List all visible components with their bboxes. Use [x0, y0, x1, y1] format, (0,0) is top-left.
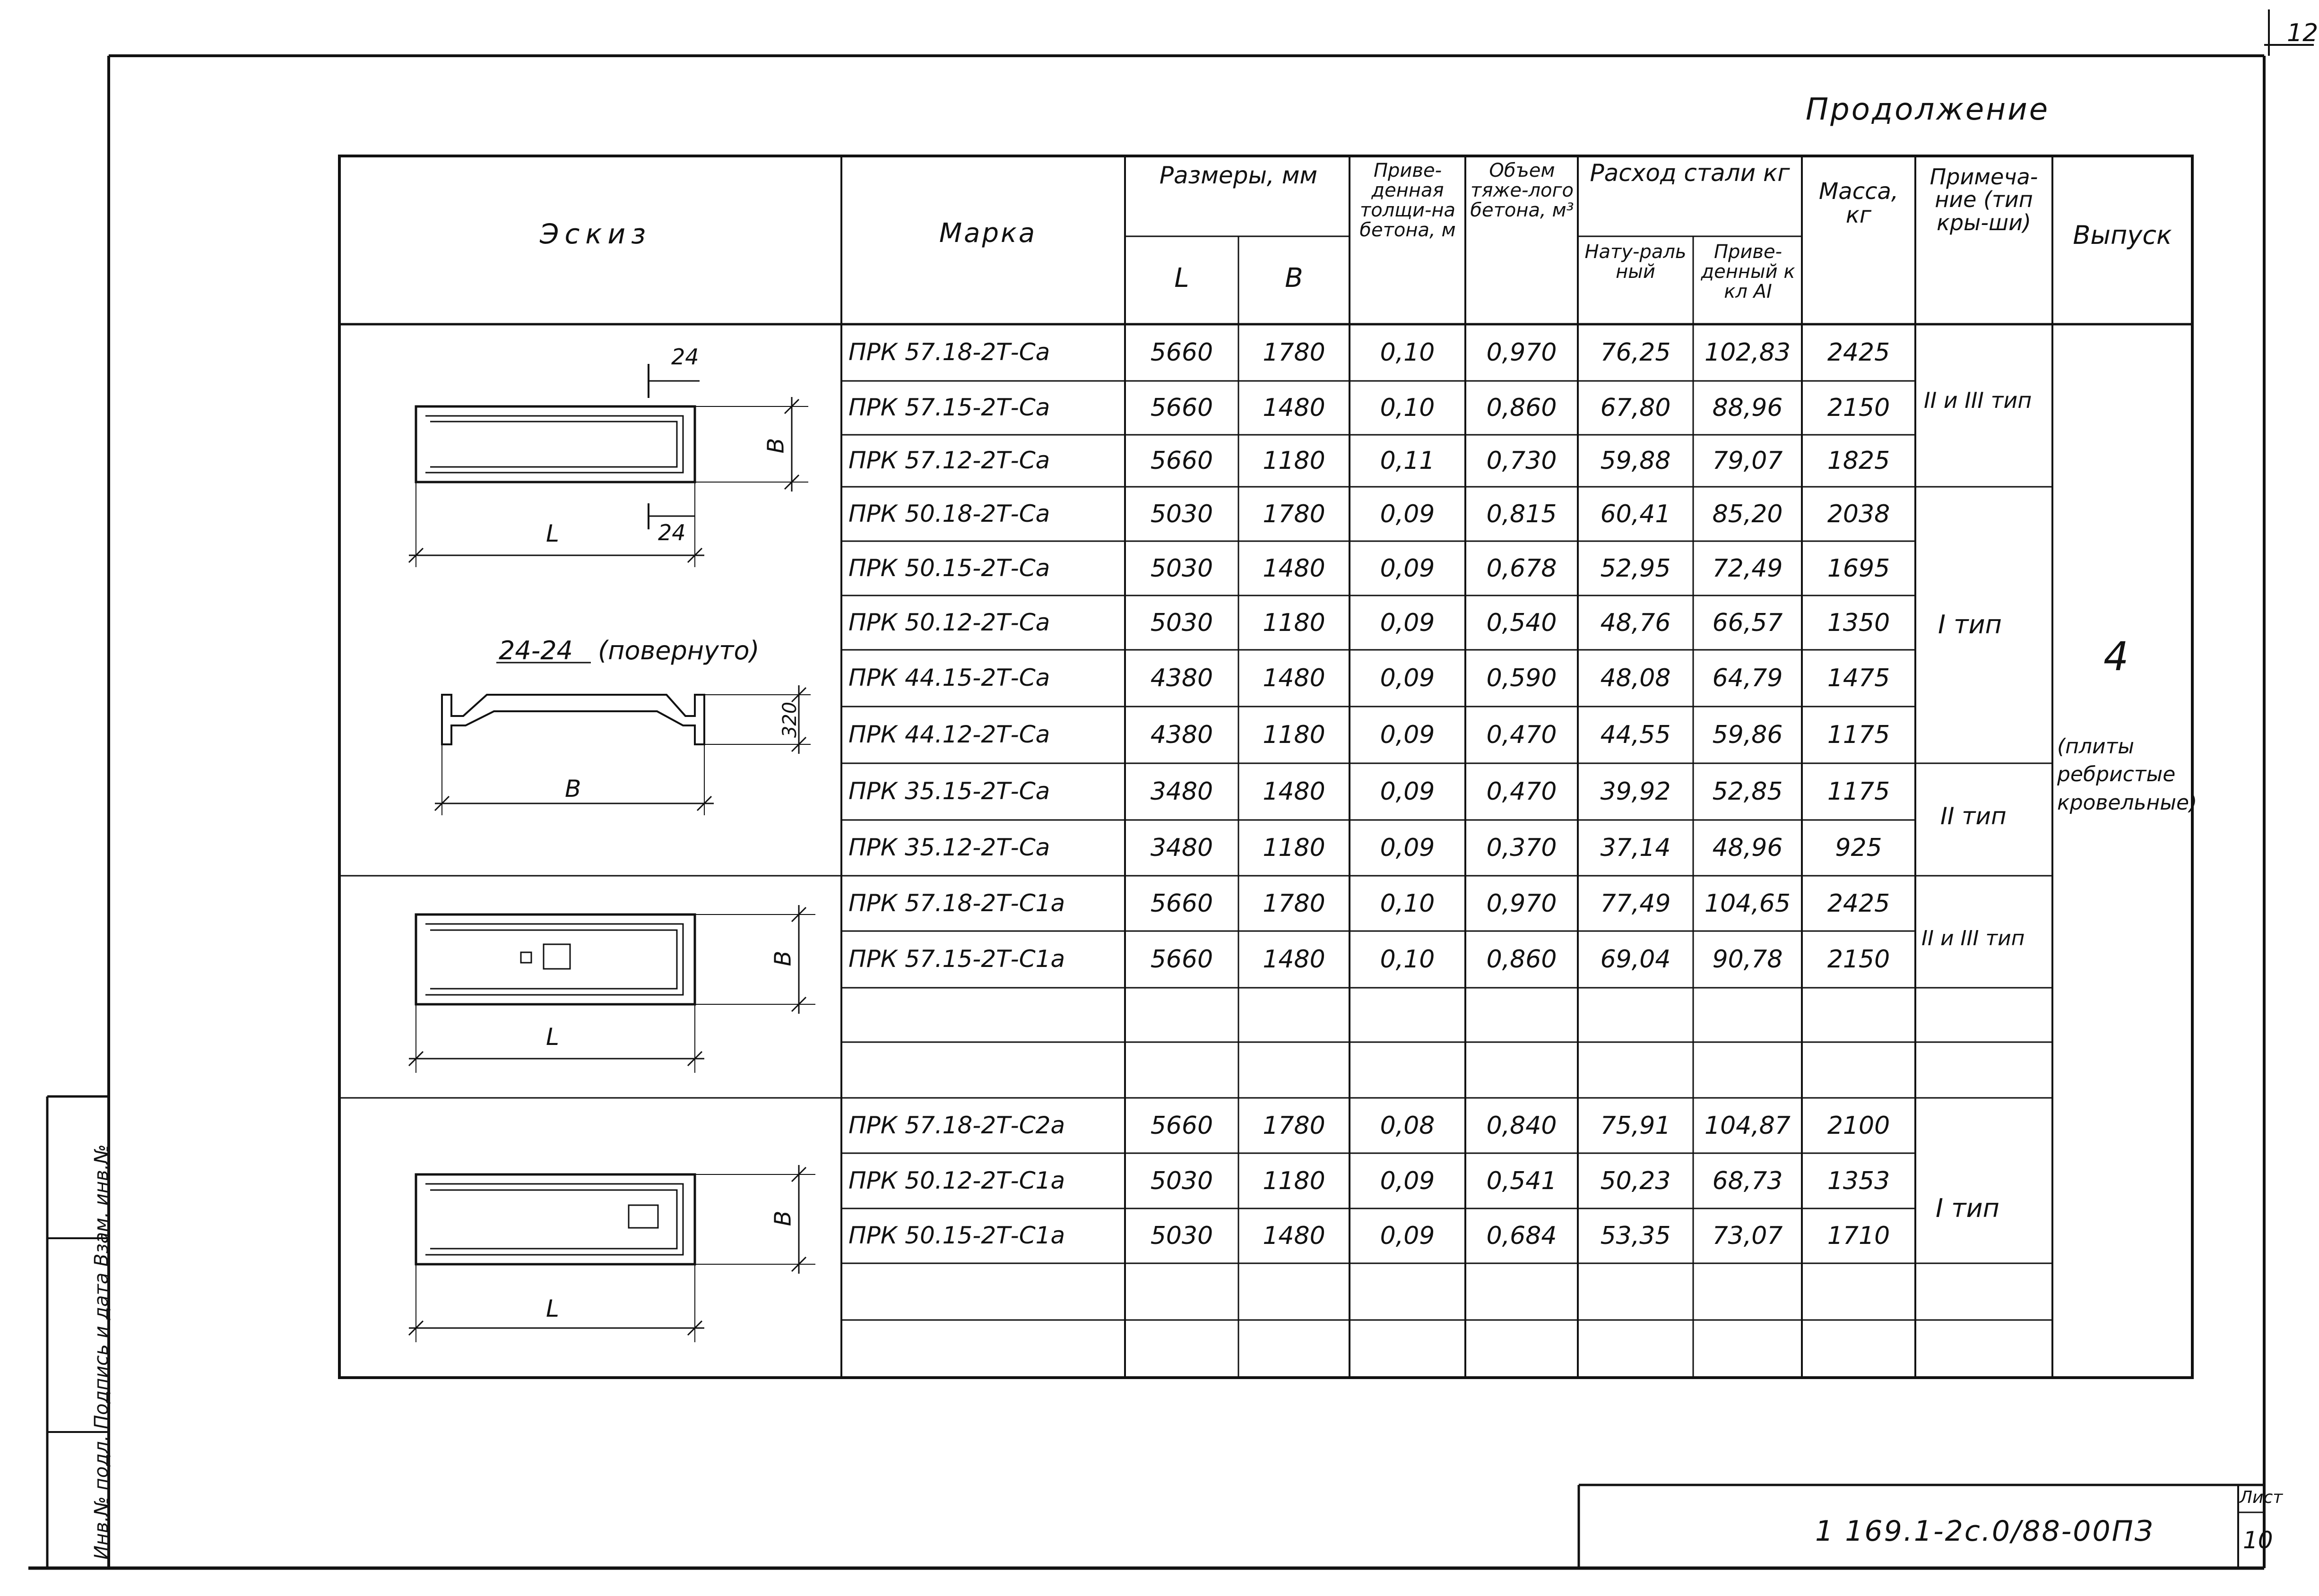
dim-label-b-1: B — [762, 438, 789, 454]
cell-B: 1180 — [1263, 447, 1325, 475]
note-type-1-b: I тип — [1936, 1193, 1999, 1223]
cell-m: 1353 — [1827, 1166, 1890, 1195]
cell-B: 1480 — [1263, 777, 1325, 806]
cell-sr: 72,49 — [1712, 554, 1783, 583]
header-note: Примеча-ние (тип кры-ши) — [1930, 164, 2038, 235]
cell-B: 1480 — [1263, 664, 1325, 692]
cell-sr: 48,96 — [1712, 834, 1783, 862]
cell-t: 0,09 — [1380, 834, 1435, 862]
cell-mark: ПРК 35.15-2Т-Са — [848, 777, 1050, 805]
cell-v: 0,540 — [1486, 608, 1557, 637]
cell-v: 0,684 — [1486, 1222, 1557, 1250]
cell-v: 0,840 — [1486, 1111, 1557, 1140]
header-dimensions: Размеры, мм — [1159, 162, 1318, 189]
cell-t: 0,09 — [1380, 777, 1435, 806]
cell-sn: 59,88 — [1600, 447, 1671, 475]
cell-v: 0,370 — [1486, 834, 1557, 862]
issue-description: (плиты ребристые кровельные) — [2057, 734, 2198, 815]
dim-label-l-1: L — [546, 520, 559, 547]
dim-label-b-section: B — [565, 775, 581, 802]
cell-sr: 73,07 — [1712, 1222, 1783, 1250]
cell-v: 0,970 — [1486, 889, 1557, 918]
section-label: 24-24 — [499, 636, 573, 665]
cell-mark: ПРК 44.15-2Т-Са — [848, 664, 1050, 691]
sketch-section — [435, 663, 811, 815]
cell-B: 1180 — [1263, 721, 1325, 749]
sheet-label: Лист — [2240, 1488, 2283, 1507]
cell-sn: 52,95 — [1600, 554, 1671, 583]
cell-m: 1695 — [1827, 554, 1890, 583]
cell-t: 0,09 — [1380, 500, 1435, 528]
cell-sn: 60,41 — [1600, 500, 1671, 528]
cell-sr: 88,96 — [1712, 394, 1783, 422]
note-type-2-3-b: II и III тип — [1921, 926, 2025, 950]
cell-sn: 67,80 — [1600, 394, 1671, 422]
cell-sr: 90,78 — [1712, 945, 1783, 974]
cell-B: 1480 — [1263, 945, 1325, 974]
cell-B: 1780 — [1263, 338, 1325, 367]
cell-mark: ПРК 50.15-2Т-С1а — [848, 1222, 1065, 1249]
cell-sr: 104,65 — [1705, 889, 1791, 918]
cell-L: 3480 — [1150, 777, 1213, 806]
cell-t: 0,10 — [1380, 889, 1435, 918]
cell-t: 0,09 — [1380, 664, 1435, 692]
cell-mark: ПРК 44.12-2Т-Са — [848, 721, 1050, 748]
binding-strip-text: Инв.№ подл. Подпись и дата Взам. инв.№ — [91, 1144, 112, 1560]
cell-sn: 37,14 — [1600, 834, 1671, 862]
cell-L: 5030 — [1150, 1166, 1213, 1195]
cell-m: 2425 — [1827, 889, 1890, 918]
cell-B: 1180 — [1263, 834, 1325, 862]
cell-m: 1175 — [1827, 721, 1890, 749]
cell-m: 925 — [1835, 834, 1882, 862]
cell-m: 2100 — [1827, 1111, 1890, 1140]
cell-L: 4380 — [1150, 664, 1213, 692]
header-steel: Расход стали кг — [1590, 159, 1790, 187]
cell-v: 0,470 — [1486, 777, 1557, 806]
header-mass: Масса, кг — [1818, 178, 1899, 229]
header-thickness: Приве-денная толщи-на бетона, м — [1359, 160, 1456, 241]
cell-L: 3480 — [1150, 834, 1213, 862]
cell-B: 1780 — [1263, 500, 1325, 528]
cell-m: 1825 — [1827, 447, 1890, 475]
cell-L: 5660 — [1150, 945, 1213, 974]
sheet-number: 10 — [2243, 1527, 2273, 1554]
note-type-1: I тип — [1938, 610, 2002, 639]
cell-m: 1350 — [1827, 608, 1890, 637]
cell-sn: 75,91 — [1600, 1111, 1671, 1140]
issue-number: 4 — [2103, 633, 2129, 680]
note-type-2: II тип — [1940, 802, 2007, 830]
cell-B: 1180 — [1263, 1166, 1325, 1195]
cell-L: 5660 — [1150, 1111, 1213, 1140]
cell-L: 5030 — [1150, 1222, 1213, 1250]
header-steel-reduced: Приве-денный к кл AI — [1701, 241, 1795, 302]
cell-sr: 64,79 — [1712, 664, 1783, 692]
dim-label-24-bottom: 24 — [658, 520, 686, 545]
header-steel-natural: Нату-раль ный — [1584, 241, 1687, 283]
cell-mark: ПРК 57.18-2Т-С2а — [848, 1111, 1065, 1139]
cell-v: 0,678 — [1486, 554, 1557, 583]
cell-sn: 50,23 — [1600, 1166, 1671, 1195]
cell-mark: ПРК 50.12-2Т-Са — [848, 608, 1050, 636]
cell-t: 0,09 — [1380, 721, 1435, 749]
cell-mark: ПРК 57.15-2Т-С1а — [848, 945, 1065, 973]
cell-B: 1780 — [1263, 1111, 1325, 1140]
continuation-label: Продолжение — [1806, 92, 2050, 127]
cell-L: 5030 — [1150, 554, 1213, 583]
header-sketch: Эскиз — [540, 218, 651, 250]
cell-B: 1480 — [1263, 554, 1325, 583]
cell-L: 5030 — [1150, 500, 1213, 528]
cell-sr: 52,85 — [1712, 777, 1783, 806]
cell-m: 2150 — [1827, 945, 1890, 974]
cell-B: 1180 — [1263, 608, 1325, 637]
header-length: L — [1174, 263, 1189, 293]
cell-L: 5030 — [1150, 608, 1213, 637]
sketch-plan-3 — [409, 1165, 815, 1342]
cell-B: 1480 — [1263, 1222, 1325, 1250]
header-concrete-volume: Объем тяже-лого бетона, м³ — [1470, 160, 1574, 221]
cell-t: 0,11 — [1380, 447, 1435, 475]
cell-sn: 69,04 — [1600, 945, 1671, 974]
cell-sr: 59,86 — [1712, 721, 1783, 749]
cell-sn: 77,49 — [1600, 889, 1671, 918]
cell-m: 2150 — [1827, 394, 1890, 422]
dim-label-l-3: L — [546, 1295, 559, 1322]
cell-L: 4380 — [1150, 721, 1213, 749]
cell-sn: 48,08 — [1600, 664, 1671, 692]
header-width: B — [1285, 263, 1303, 293]
page-number: 12 — [2287, 19, 2319, 47]
cell-sr: 66,57 — [1712, 608, 1783, 637]
cell-v: 0,860 — [1486, 945, 1557, 974]
dim-label-l-2: L — [546, 1023, 559, 1051]
cell-m: 1710 — [1827, 1222, 1890, 1250]
document-code: 1 169.1-2с.0/88-00ПЗ — [1815, 1515, 2155, 1548]
cell-L: 5660 — [1150, 447, 1213, 475]
cell-sr: 85,20 — [1712, 500, 1783, 528]
cell-sn: 76,25 — [1600, 338, 1671, 367]
cell-B: 1480 — [1263, 394, 1325, 422]
cell-L: 5660 — [1150, 338, 1213, 367]
cell-sr: 68,73 — [1712, 1166, 1783, 1195]
cell-m: 2038 — [1827, 500, 1890, 528]
cell-B: 1780 — [1263, 889, 1325, 918]
cell-t: 0,08 — [1380, 1111, 1435, 1140]
cell-sn: 53,35 — [1600, 1222, 1671, 1250]
cell-sr: 102,83 — [1705, 338, 1791, 367]
section-label-suffix: (повернуто) — [598, 636, 760, 665]
note-type-2-3: II и III тип — [1924, 388, 2032, 413]
cell-t: 0,10 — [1380, 394, 1435, 422]
cell-v: 0,815 — [1486, 500, 1557, 528]
cell-v: 0,970 — [1486, 338, 1557, 367]
sketch-plan-1 — [409, 364, 808, 567]
cell-t: 0,09 — [1380, 608, 1435, 637]
cell-v: 0,470 — [1486, 721, 1557, 749]
cell-sn: 39,92 — [1600, 777, 1671, 806]
cell-mark: ПРК 57.15-2Т-Са — [848, 394, 1050, 421]
cell-t: 0,09 — [1380, 554, 1435, 583]
cell-mark: ПРК 57.18-2Т-Са — [848, 338, 1050, 366]
dim-label-b-2: B — [770, 950, 796, 966]
cell-L: 5660 — [1150, 889, 1213, 918]
cell-v: 0,590 — [1486, 664, 1557, 692]
cell-m: 1475 — [1827, 664, 1890, 692]
cell-L: 5660 — [1150, 394, 1213, 422]
cell-t: 0,10 — [1380, 945, 1435, 974]
cell-mark: ПРК 57.12-2Т-Са — [848, 447, 1050, 474]
cell-sn: 48,76 — [1600, 608, 1671, 637]
cell-mark: ПРК 50.18-2Т-Са — [848, 500, 1050, 527]
cell-mark: ПРК 57.18-2Т-С1а — [848, 889, 1065, 917]
dim-label-320: 320 — [779, 701, 801, 738]
cell-sr: 79,07 — [1712, 447, 1783, 475]
cell-v: 0,730 — [1486, 447, 1557, 475]
dim-label-b-3: B — [770, 1210, 796, 1226]
cell-m: 2425 — [1827, 338, 1890, 367]
header-issue: Выпуск — [2073, 220, 2172, 250]
cell-v: 0,541 — [1486, 1166, 1557, 1195]
cell-mark: ПРК 35.12-2Т-Са — [848, 834, 1050, 861]
header-mark: Марка — [939, 218, 1037, 249]
dim-label-24-top: 24 — [671, 344, 699, 370]
cell-mark: ПРК 50.12-2Т-С1а — [848, 1166, 1065, 1194]
cell-t: 0,09 — [1380, 1222, 1435, 1250]
cell-sr: 104,87 — [1705, 1111, 1791, 1140]
sketch-plan-2 — [409, 905, 815, 1073]
cell-v: 0,860 — [1486, 394, 1557, 422]
cell-sn: 44,55 — [1600, 721, 1671, 749]
cell-t: 0,09 — [1380, 1166, 1435, 1195]
cell-t: 0,10 — [1380, 338, 1435, 367]
cell-mark: ПРК 50.15-2Т-Са — [848, 554, 1050, 582]
cell-m: 1175 — [1827, 777, 1890, 806]
